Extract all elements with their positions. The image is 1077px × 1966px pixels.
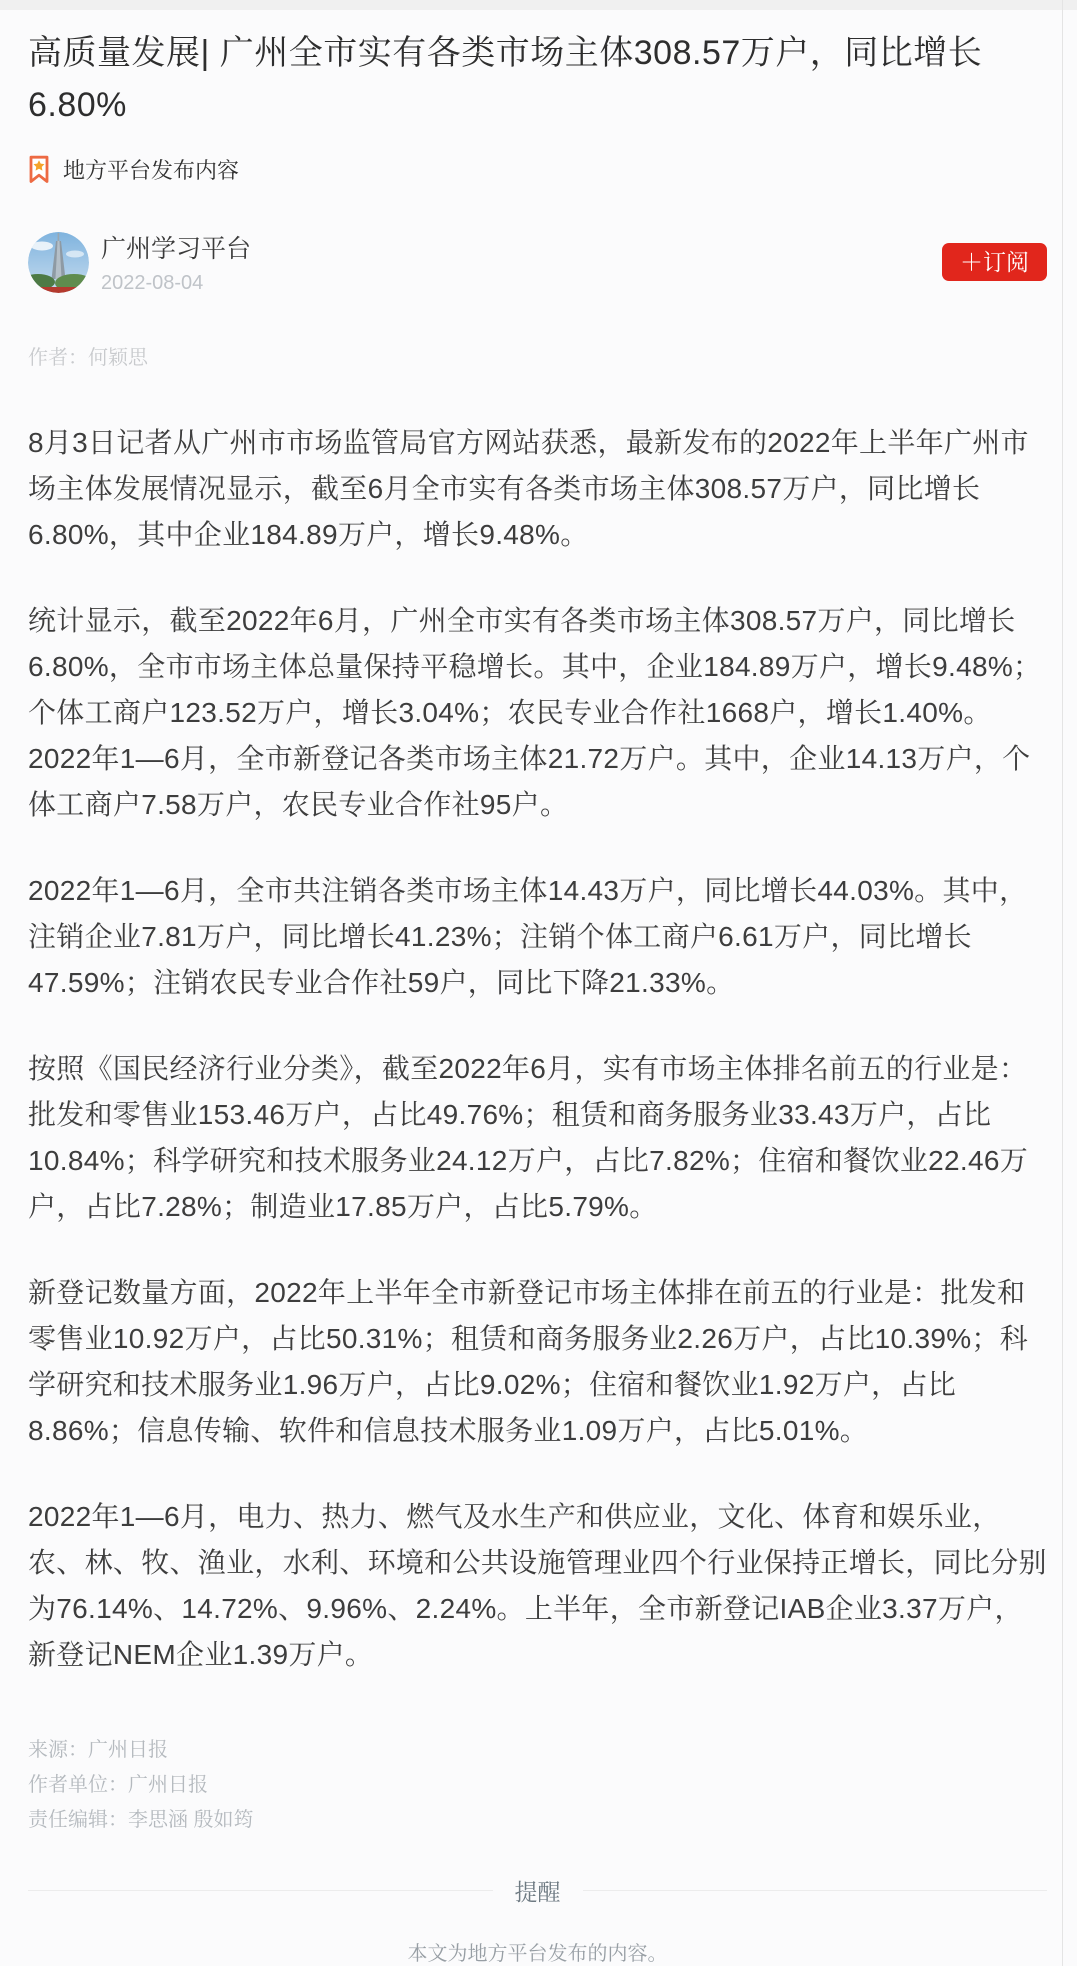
publisher-avatar[interactable] [28, 232, 89, 293]
article-paragraph: 统计显示，截至2022年6月，广州全市实有各类市场主体308.57万户，同比增长6.80%，全市市场主体总量保持平稳增长。其中，企业184.89万户，增长9.48%；个体工商户123.52万户，增长3.04%；农民专业合作社1668户，增长1.40%。2022年1—6月，全市新登记各类市场主体21.72万户。其中，企业14.13万户，个体工商户7.58万户，农民专业合作社95户。 [28, 605, 1042, 820]
article-content [0, 27, 1077, 1966]
publisher-name[interactable]: 广州学习平台 [101, 235, 252, 263]
scrollbar-track[interactable] [1062, 0, 1063, 1966]
divider-line [28, 1890, 493, 1891]
article-paragraph: 按照《国民经济行业分类》，截至2022年6月，实有市场主体排名前五的行业是：批发和零售业153.46万户，占比49.76%；租赁和商务服务业33.43万户，占比10.84%；科学研究和技术服务业24.12万户，占比7.82%；住宿和餐饮业22.46万户，占比7.28%；制造业17.85万户，占比5.79%。 [28, 1053, 1028, 1222]
publisher-row [28, 229, 1047, 295]
article-paragraph: 8月3日记者从广州市市场监管局官方网站获悉，最新发布的2022年上半年广州市场主体发展情况显示，截至6月全市实有各类市场主体308.57万户，同比增长6.80%，其中企业184.89万户，增长9.48%。 [28, 427, 1029, 550]
author-unit-line: 作者单位：广州日报 [28, 1774, 208, 1796]
byline: 作者：何颖思 [28, 347, 148, 369]
notice-text: 本文为地方平台发布的内容。 [407, 1943, 668, 1965]
article-footer [28, 1733, 1047, 1838]
bookmark-star-icon [28, 155, 50, 185]
notice-block [28, 1874, 1047, 1966]
divider-line [583, 1890, 1048, 1891]
article-paragraph: 2022年1—6月，电力、热力、燃气及水生产和供应业，文化、体育和娱乐业，农、林、牧、渔业，水利、环境和公共设施管理业四个行业保持正增长，同比分别为76.14%、14.72%、9.96%、2.24%。上半年，全市新登记IAB企业3.37万户，新登记NEM企业1.39万户。 [28, 1501, 1047, 1670]
editor-line: 责任编辑：李思涵 殷如筠 [28, 1809, 254, 1831]
badge-label: 地方平台发布内容 [63, 158, 240, 183]
page-title: 高质量发展| 广州全市实有各类市场主体308.57万户，同比增长6.80% [28, 34, 983, 124]
notice-header [28, 1874, 1047, 1907]
notice-title: 提醒 [514, 1879, 561, 1905]
publish-date: 2022-08-04 [101, 272, 204, 294]
article-body [28, 420, 1047, 1678]
source-line: 来源：广州日报 [28, 1739, 168, 1761]
article-paragraph: 2022年1—6月，全市共注销各类市场主体14.43万户，同比增长44.03%。其中，注销企业7.81万户，同比增长41.23%；注销个体工商户6.61万户，同比增长47.59%；注销农民专业合作社59户，同比下降21.33%。 [28, 875, 1028, 998]
top-edge-strip [0, 0, 1077, 10]
article-paragraph: 新登记数量方面，2022年上半年全市新登记市场主体排在前五的行业是：批发和零售业10.92万户，占比50.31%；租赁和商务服务业2.26万户，占比10.39%；科学研究和技术服务业1.96万户，占比9.02%；住宿和餐饮业1.92万户，占比8.86%；信息传输、软件和信息技术服务业1.09万户，占比5.01%。 [28, 1277, 1028, 1446]
platform-badge [28, 154, 1047, 185]
publisher-meta [101, 229, 251, 295]
subscribe-button[interactable]: ＋订阅 [942, 243, 1047, 281]
